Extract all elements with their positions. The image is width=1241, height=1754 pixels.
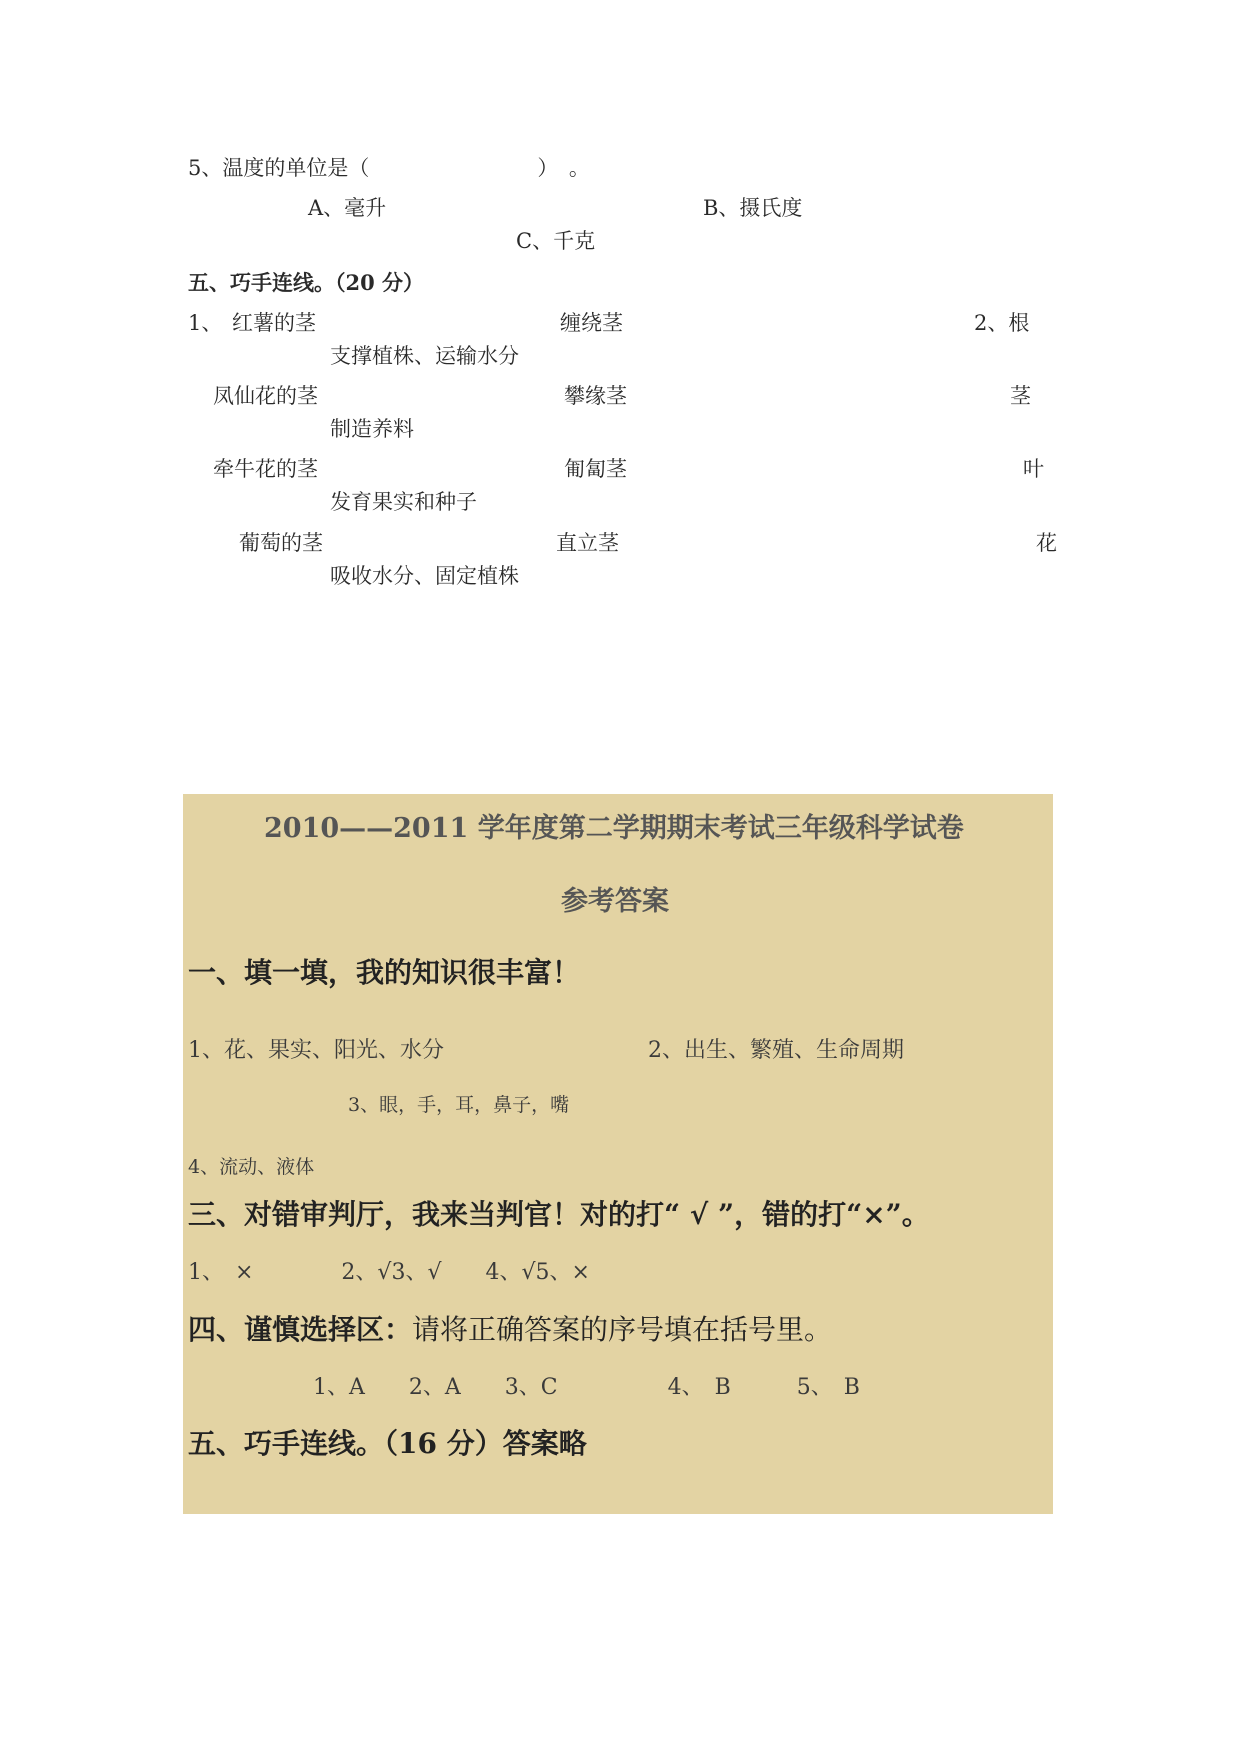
answer-section-1-item-2: 2、出生、繁殖、生命周期 [648, 1038, 904, 1063]
question-5-option-a: A、毫升 [308, 196, 387, 220]
matching-left-item-1: 红薯的茎 [232, 311, 316, 335]
matching-left-item-2: 凤仙花的茎 [213, 384, 318, 408]
matching-right-item-1: 茎 [1010, 384, 1031, 408]
question-5-stem: 5、温度的单位是（ ） 。 [188, 156, 590, 180]
matching-mid-item-4: 直立茎 [556, 531, 619, 555]
section-5-heading: 五、巧手连线。（20 分） [188, 270, 425, 295]
matching-mid-item-3: 匍匐茎 [564, 457, 627, 481]
answer-section-4-answers: 1、A 2、A 3、C 4、 B 5、 B [313, 1375, 860, 1400]
matching-right-item-2: 叶 [1023, 457, 1044, 481]
matching-func-item-4: 吸收水分、固定植株 [330, 564, 519, 588]
matching-right-item-3: 花 [1036, 531, 1057, 555]
matching-mid-item-1: 缠绕茎 [560, 311, 623, 335]
answer-key-title: 2010——2011 学年度第二学期期末考试三年级科学试卷 [264, 813, 964, 844]
matching-left-item-3: 牵牛花的茎 [213, 457, 318, 481]
matching-mid-item-2: 攀缘茎 [564, 384, 627, 408]
answer-section-4-heading-label: 四、谨慎选择区： [188, 1313, 413, 1346]
answer-key-subtitle: 参考答案 [561, 886, 669, 917]
matching-func-item-1: 支撑植株、运输水分 [330, 344, 519, 368]
matching-q2-number: 2、根 [974, 311, 1030, 335]
answer-section-4-heading-instruction: 请将正确答案的序号填在括号里。 [412, 1313, 833, 1346]
answer-section-1-item-3: 3、眼，手，耳，鼻子，嘴 [348, 1094, 570, 1116]
matching-func-item-3: 发育果实和种子 [330, 490, 477, 514]
answer-section-1-heading: 一、填一填，我的知识很丰富！ [188, 956, 581, 989]
question-5-option-b: B、摄氏度 [703, 196, 803, 220]
matching-q1-number: 1、 [188, 311, 223, 335]
matching-left-item-4: 葡萄的茎 [239, 531, 323, 555]
question-5-option-c: C、千克 [516, 229, 596, 253]
answer-section-1-item-1: 1、花、果实、阳光、水分 [188, 1038, 444, 1063]
answer-section-3-heading: 三、对错审判厅，我来当判官！对的打“ √ ”，错的打“×”。 [188, 1198, 930, 1231]
matching-func-item-2: 制造养料 [330, 417, 414, 441]
answer-section-1-item-4: 4、流动、液体 [188, 1156, 315, 1178]
answer-section-4-heading [188, 1313, 833, 1346]
answer-section-3-answers: 1、 × 2、√3、√ 4、√5、× [188, 1260, 590, 1285]
answer-section-5-heading: 五、巧手连线。（16 分）答案略 [188, 1427, 587, 1460]
